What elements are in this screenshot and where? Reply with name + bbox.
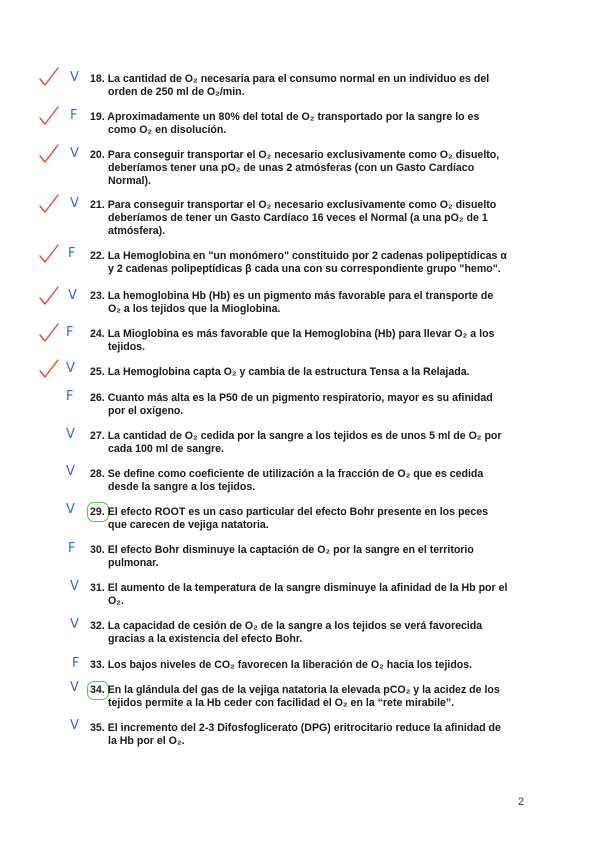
question-number: 24.: [90, 328, 105, 340]
question-text-line: La capacidad de cesión de O₂ de la sangre a los tejidos se verá favorecida: [107, 620, 483, 632]
question-text-line: y 2 cadenas polipeptídicas β cada una con su correspondiente grupo "hemo".: [108, 263, 501, 275]
question-text-line: El incremento del 2-3 Difosfoglicerato (DPG) eritrocitario reduce la afinidad de: [107, 722, 501, 734]
answer-mark: F: [66, 389, 74, 404]
question-text-line: tejidos permite a la Hb ceder con facilidad el O₂ en la “rete mirabile”.: [108, 697, 455, 709]
answer-mark: V: [70, 617, 79, 632]
answer-mark: V: [70, 146, 79, 161]
red-checkmark-icon: [38, 285, 60, 307]
question-number: 28.: [90, 468, 105, 480]
question-text-line: Se define como coeficiente de utilización a la fracción de O₂ que es cedida: [107, 468, 484, 480]
question-number: 34.: [90, 684, 105, 696]
question-number: 23.: [90, 290, 105, 302]
answer-mark: V: [66, 427, 75, 442]
answer-mark: V: [70, 70, 79, 85]
red-checkmark-icon: [38, 193, 60, 215]
answer-mark: F: [72, 656, 80, 671]
question-text-line: Cuanto más alta es la P50 de un pigmento respiratorio, mayor es su afinidad: [107, 392, 493, 404]
question-number: 21.: [90, 199, 105, 211]
question-20: [90, 149, 530, 188]
question-text-line: por el oxígeno.: [108, 405, 184, 417]
answer-mark: V: [70, 680, 79, 695]
question-32: [90, 620, 530, 646]
question-number: 27.: [90, 430, 105, 442]
question-number: 18.: [90, 73, 105, 85]
question-text-line: tejidos.: [108, 341, 146, 353]
red-checkmark-icon: [38, 105, 60, 127]
question-text-line: El efecto ROOT es un caso particular del efecto Bohr presente en los peces: [107, 506, 489, 518]
question-text-line: deberíamos de tener un Gasto Cardíaco 16 veces el Normal (a una pO₂ de 1: [108, 212, 488, 224]
question-text-line: La cantidad de O₂ cedida por la sangre a los tejidos es de unos 5 ml de O₂ por: [107, 430, 502, 442]
question-text-line: La hemoglobina Hb (Hb) es un pigmento más favorable para el transporte de: [107, 290, 494, 302]
question-number: 29.: [90, 506, 105, 518]
answer-mark: F: [68, 541, 76, 556]
question-number: 33.: [90, 659, 105, 671]
question-25: [90, 366, 530, 379]
question-text-line: que carecen de vejiga natatoria.: [108, 519, 269, 531]
question-text-line: gracias a la existencia del efecto Bohr.: [108, 633, 303, 645]
question-text-line: cada 100 ml de sangre.: [108, 443, 225, 455]
question-text-line: Aproximadamente un 80% del total de O₂ transportado por la sangre lo es: [107, 111, 480, 123]
question-24: [90, 328, 530, 354]
question-number: 35.: [90, 722, 105, 734]
question-text-line: Para conseguir transportar el O₂ necesario exclusivamente como O₂ disuelto: [107, 199, 497, 211]
question-23: [90, 290, 530, 316]
question-text-line: El aumento de la temperatura de la sangre disminuye la afinidad de la Hb por el: [107, 582, 508, 594]
question-number: 30.: [90, 544, 105, 556]
question-21: [90, 199, 530, 238]
answer-mark: V: [70, 196, 79, 211]
question-text-line: La cantidad de O₂ necesaria para el consumo normal en un individuo es del: [107, 73, 490, 85]
question-22: [90, 250, 530, 276]
answer-mark: V: [66, 464, 75, 479]
question-text-line: En la glándula del gas de la vejiga natatoria la elevada pCO₂ y la acidez de los: [107, 684, 500, 696]
question-number: 25.: [90, 366, 105, 378]
question-text-line: la Hb por el O₂.: [108, 735, 185, 747]
answer-mark: V: [68, 288, 77, 303]
question-text-line: La Mioglobina es más favorable que la Hemoglobina (Hb) para llevar O₂ a los: [107, 328, 495, 340]
red-checkmark-icon: [38, 322, 60, 344]
answer-mark: F: [66, 325, 74, 340]
question-text-line: El efecto Bohr disminuye la captación de O₂ por la sangre en el territorio: [107, 544, 474, 556]
question-number: 26.: [90, 392, 105, 404]
question-34: [90, 684, 530, 710]
question-number: 20.: [90, 149, 105, 161]
question-text-line: Normal).: [108, 175, 151, 187]
question-35: [90, 722, 530, 748]
page-number: 2: [518, 796, 525, 808]
question-number: 32.: [90, 620, 105, 632]
question-text-line: La Hemoglobina capta O₂ y cambia de la estructura Tensa a la Relajada.: [107, 366, 470, 378]
question-text-line: O₂ a los tejidos que la Mioglobina.: [108, 303, 281, 315]
question-29: [90, 506, 530, 532]
question-text-line: Para conseguir transportar el O₂ necesario exclusivamente como O₂ disuelto,: [107, 149, 500, 161]
question-number: 31.: [90, 582, 105, 594]
answer-mark: V: [66, 502, 75, 517]
question-28: [90, 468, 530, 494]
question-text-line: deberíamos tener una pO₂ de unas 2 atmósferas (con un Gasto Cardíaco: [108, 162, 475, 174]
question-26: [90, 392, 530, 418]
question-text-line: pulmonar.: [108, 557, 159, 569]
question-text-line: Los bajos niveles de CO₂ favorecen la liberación de O₂ hacia los tejidos.: [107, 659, 473, 671]
question-number: 19.: [90, 111, 105, 123]
question-text-line: La Hemoglobina en "un monómero" constituido por 2 cadenas polipeptídicas α: [107, 250, 507, 262]
question-text-line: como O₂ en disolución.: [108, 124, 227, 136]
red-checkmark-icon: [38, 143, 60, 165]
question-27: [90, 430, 530, 456]
question-text-line: orden de 250 ml de O₂/min.: [108, 86, 245, 98]
red-checkmark-icon: [38, 358, 60, 380]
question-30: [90, 544, 530, 570]
answer-mark: V: [70, 718, 79, 733]
question-text-line: atmósfera).: [108, 225, 166, 237]
question-19: [90, 111, 530, 137]
answer-mark: V: [70, 579, 79, 594]
red-checkmark-icon: [38, 66, 60, 88]
question-33: [90, 659, 530, 672]
answer-mark: V: [66, 361, 75, 376]
question-text-line: desde la sangre a los tejidos.: [108, 481, 256, 493]
question-31: [90, 582, 530, 608]
red-checkmark-icon: [38, 243, 60, 265]
answer-mark: F: [68, 246, 76, 261]
question-text-line: O₂.: [108, 595, 124, 607]
question-18: [90, 73, 530, 99]
answer-mark: F: [70, 108, 78, 123]
question-number: 22.: [90, 250, 105, 262]
